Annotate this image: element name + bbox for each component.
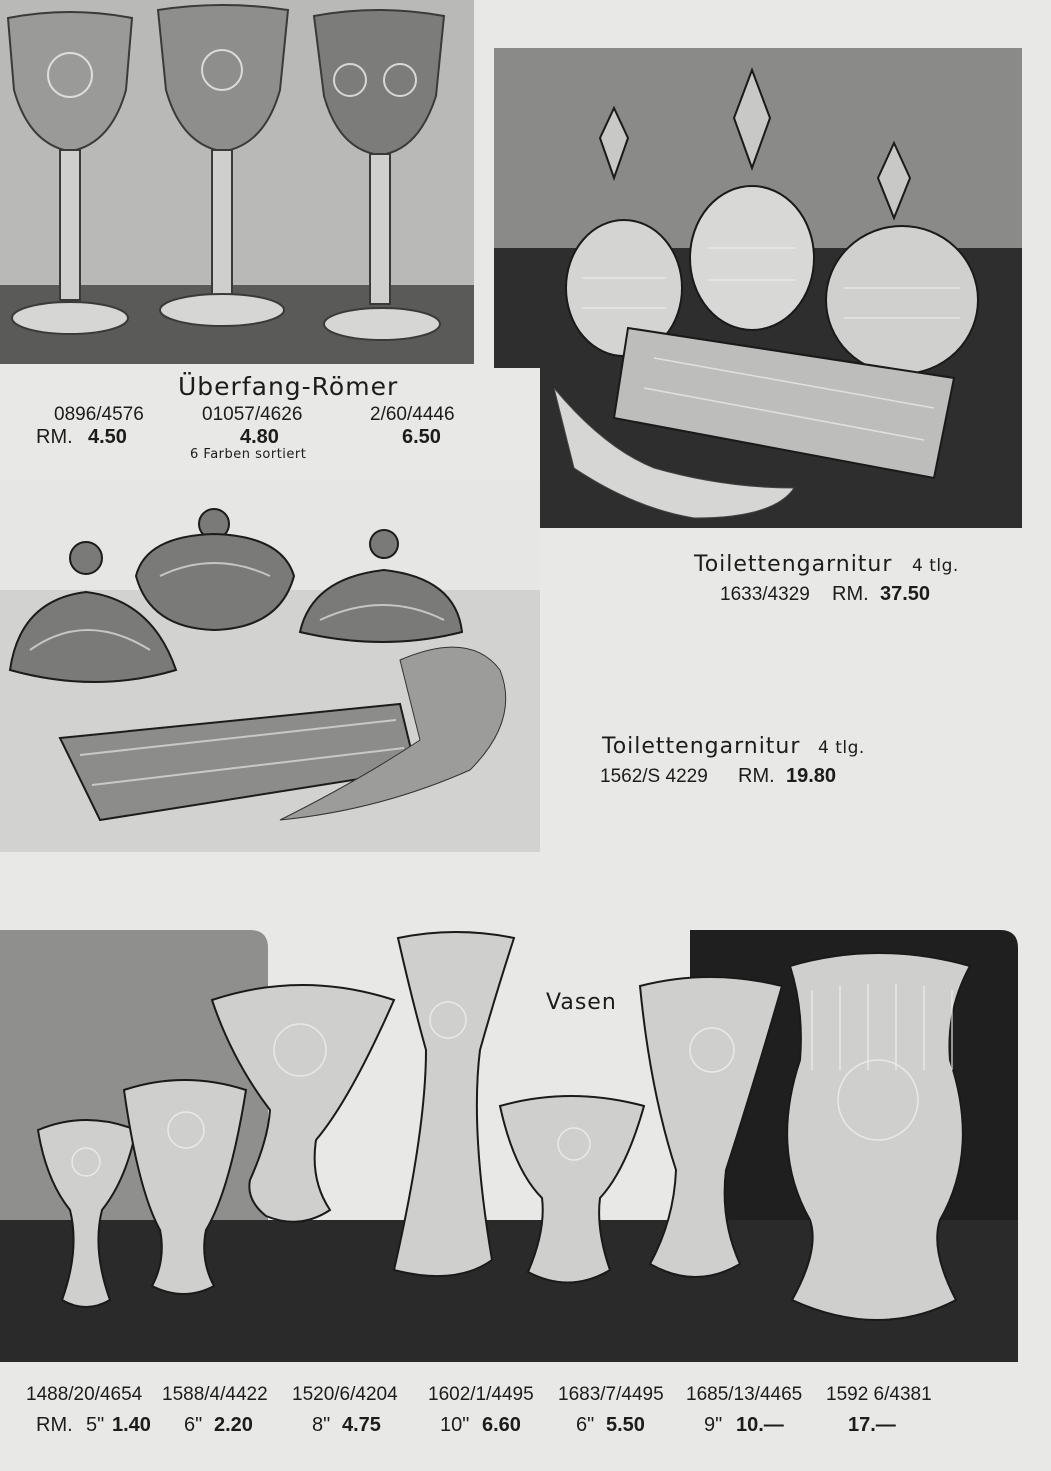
- vase-price-5: 5.50: [606, 1414, 645, 1436]
- roemer-title: Überfang-Römer: [178, 372, 399, 401]
- garnitur2-code: 1562/S 4229: [600, 766, 708, 787]
- vase-code-3: 1520/6/4204: [292, 1384, 398, 1405]
- vase-size-5: 6": [576, 1414, 595, 1436]
- vase-code-7: 1592 6/4381: [826, 1384, 932, 1405]
- vase-code-6: 1685/13/4465: [686, 1384, 803, 1405]
- vase-price-3: 4.75: [342, 1414, 381, 1436]
- vasen-currency: RM.: [36, 1414, 73, 1436]
- roemer-code-3: 2/60/4446: [370, 404, 455, 425]
- roemer-price-3: 6.50: [402, 426, 441, 448]
- vase-size-6: 9": [704, 1414, 723, 1436]
- roemer-price-1: 4.50: [88, 426, 127, 448]
- garnitur2-currency: RM.: [738, 765, 775, 787]
- garnitur2-title: Toilettengarnitur: [602, 734, 801, 759]
- vase-price-4: 6.60: [482, 1414, 521, 1436]
- vase-code-4: 1602/1/4495: [428, 1384, 534, 1405]
- garnitur2-price: 19.80: [786, 765, 837, 787]
- vase-code-5: 1683/7/4495: [558, 1384, 664, 1405]
- roemer-price-2: 4.80: [240, 426, 279, 448]
- roemer-code-2: 01057/4626: [202, 404, 303, 425]
- garnitur1-price: 37.50: [880, 583, 931, 605]
- roemer-note: 6 Farben sortiert: [190, 447, 307, 462]
- vase-price-6: 10.—: [736, 1414, 784, 1436]
- vase-size-2: 6": [184, 1414, 203, 1436]
- roemer-currency: RM.: [36, 426, 73, 448]
- roemer-photo: [0, 0, 474, 364]
- garnitur1-code: 1633/4329: [720, 584, 810, 605]
- vase-size-1: 5": [86, 1414, 105, 1436]
- vase-size-3: 8": [312, 1414, 331, 1436]
- vase-price-1: 1.40: [112, 1414, 151, 1436]
- garnitur1-parts: 4 tlg.: [912, 556, 959, 576]
- garnitur1-currency: RM.: [832, 583, 869, 605]
- garnitur2-photo: [0, 480, 540, 852]
- garnitur1-title: Toilettengarnitur: [694, 552, 893, 577]
- vasen-photo: [0, 930, 1018, 1362]
- vase-price-7: 17.—: [848, 1414, 896, 1436]
- vase-size-4: 10": [440, 1414, 470, 1436]
- vase-code-2: 1588/4/4422: [162, 1384, 268, 1405]
- garnitur1-photo: [494, 48, 1022, 528]
- roemer-code-1: 0896/4576: [54, 404, 144, 425]
- vase-price-2: 2.20: [214, 1414, 253, 1436]
- vasen-title: Vasen: [546, 990, 617, 1015]
- garnitur2-parts: 4 tlg.: [818, 738, 865, 758]
- vase-code-1: 1488/20/4654: [26, 1384, 143, 1405]
